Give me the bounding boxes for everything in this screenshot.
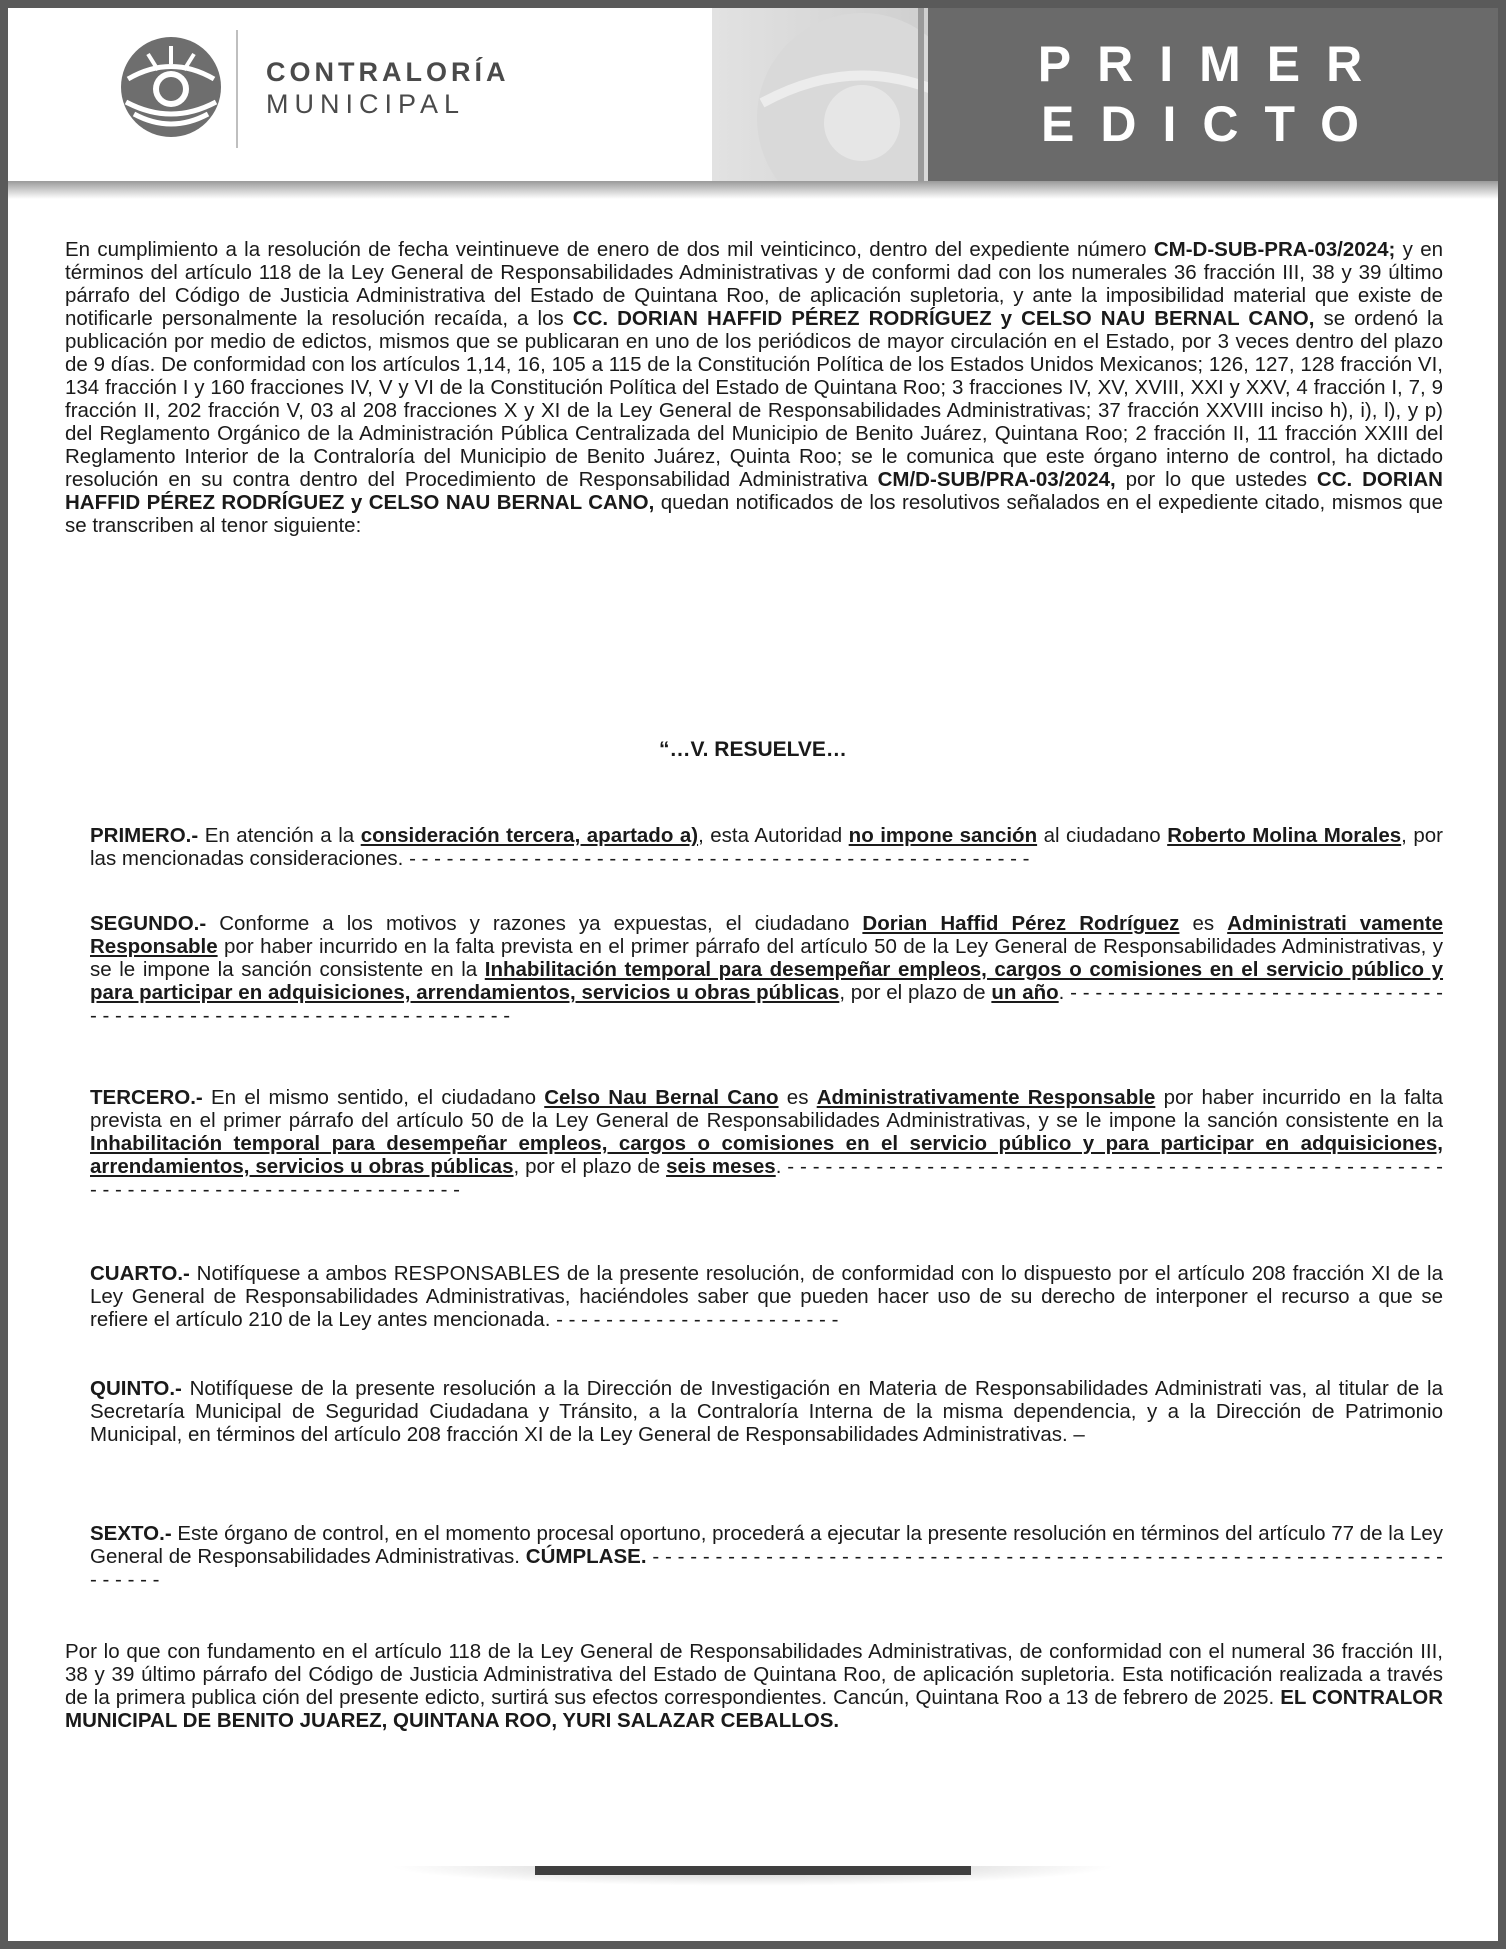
resolutivo-text: , esta Autoridad <box>698 824 849 847</box>
header-shadow <box>8 181 1498 199</box>
resolutivo-cuarto <box>90 1262 1443 1331</box>
resolutivo-emphasis: consideración tercera, apartado a) <box>360 824 699 847</box>
file-number: CM-D-SUB-PRA-03/2024; <box>1153 238 1396 261</box>
logo-divider <box>236 30 238 148</box>
org-name-line1: CONTRALORÍA <box>266 57 510 87</box>
resolutivo-emphasis: Inhabilitación temporal para desempeñar empleos, cargos o comisiones en el servicio público y para participar en adquisiciones, arrendamientos, servicios u obras públicas <box>90 1132 1443 1178</box>
resolutivo-text: . - - - - - - - - - - - - - - - - - - - - - - - - - - - - - - - - - - - - - - - - - - - - - - - - - - - - - - - - - - - - - - - - <box>90 981 1443 1027</box>
header-title-panel <box>928 8 1498 181</box>
signatory: EL CONTRALOR MUNICIPAL DE BENITO JUAREZ, QUINTANA ROO, YURI SALAZAR CEBALLOS. <box>65 1686 1444 1732</box>
resolutivo-label: SEXTO.- <box>90 1522 172 1545</box>
resolutivo-text: En atención a la <box>198 824 361 847</box>
resolutivo-text: por haber incurrido en la falta prevista en el primer párrafo del artículo 50 de la Ley General de Responsabilidades Administrativas, y se le impone la sanción consistente en la <box>90 935 1443 981</box>
resolutivo-label: PRIMERO.- <box>90 824 199 847</box>
resolutivo-emphasis: seis meses <box>666 1155 776 1178</box>
resolutivo-label: TERCERO.- <box>90 1086 203 1109</box>
resuelve-heading: “…V. RESUELVE… <box>659 738 847 761</box>
resolutivo-text: Notifíquese de la presente resolución a la Dirección de Investigación en Materia de Responsabilidades Administrati vas, al titular de la Secretaría Municipal de Seguridad Ciudadana y Tránsito, a la Contraloría Interna de la misma dependencia, y a la Dirección de Patrimonio Municipal, en términos del artículo 208 fracción XI de la Ley General de Responsabilidades Administrativas. – <box>90 1377 1443 1446</box>
resolutivo-text: - - - - - - - - - - - - - - - - - - - - - - - - - - - - - - - - - - - - - - - - - - - - - - - - - - - - - - - - - - - - - - - - - - - - - <box>90 1545 1443 1591</box>
resolutivo-text: . - - - - - - - - - - - - - - - - - - - - - - - - - - - - - - - - - - - - - - - - - - - - - - - - - - - - - - - - - - - - - - - - - - - - - - - - - - - - - - - - - - <box>90 1155 1444 1201</box>
org-name <box>266 56 509 120</box>
footer-bar <box>535 1866 971 1875</box>
resolutivo-text: es <box>778 1086 817 1109</box>
intro-text: quedan notificados de los resolutivos señalados en el expediente citado, mismos que se transcriben al tenor siguiente: <box>65 491 1443 537</box>
recipient-names: CC. DORIAN HAFFID PÉREZ RODRÍGUEZ y CELSO NAU BERNAL CANO, <box>65 468 1443 514</box>
resolutivo-emphasis: Inhabilitación temporal para desempeñar empleos, cargos o comisiones en el servicio público y para participar en adquisiciones, arrendamientos, servicios u obras públicas <box>90 958 1444 1004</box>
resolutivo-text: por haber incurrido en la falta prevista en el primer párrafo del artículo 50 de la Ley General de Responsabilidades Administrativas, y se le impone la sanción consistente en la <box>90 1086 1443 1132</box>
resolutivo-text: al ciudadano <box>1037 824 1168 847</box>
resolutivo-emphasis: no impone sanción <box>848 824 1038 847</box>
edict-title-line1: PRIMER <box>1037 36 1389 92</box>
resolutivo-emphasis: Administrati vamente Responsable <box>90 912 1443 958</box>
resolutivo-sexto <box>90 1522 1443 1591</box>
resolutivo-label: SEGUNDO.- <box>90 912 207 935</box>
closing-paragraph <box>65 1640 1443 1732</box>
header-separator <box>918 8 924 181</box>
resolutivo-text: , por las mencionadas consideraciones. - - - - - - - - - - - - - - - - - - - - - - - - - - - - - - - - - - - - - - - - - - - - - - - - - - <box>90 824 1444 870</box>
resolutivo-emphasis: un año <box>991 981 1059 1004</box>
resolutivo-label: CUARTO.- <box>90 1262 190 1285</box>
org-name-line2: MUNICIPAL <box>266 89 466 119</box>
resolutivo-segundo <box>90 912 1443 1027</box>
edict-title-line2: EDICTO <box>1041 96 1385 152</box>
resolutivo-emphasis: Celso Nau Bernal Cano <box>544 1086 779 1109</box>
intro-text: se ordenó la publicación por medio de edictos, mismos que se publicaran en uno de los periódicos de mayor circulación en el Estado, por 3 veces dentro del plazo de 9 días. De conformidad con los artículos 1,14, 16, 105 a 115 de la Constitución Política de los Estados Unidos Mexicanos; 126, 127, 128 fracción VI, 134 fracción I y 160 fracciones IV, V y VI de la Constitución Política del Estado de Quintana Roo; 3 fracciones IV, XV, XVIII, XXI y XXV, 4 fracción I, 7, 9 fracción II, 202 fracción V, 03 al 208 fracciones X y XI de la Ley General de Responsabilidades Administrativas; 37 fracción XXVIII inciso h), i), l), y p) del Reglamento Orgánico de la Administración Pública Centralizada del Municipio de Benito Juárez, Quintana Roo; 2 fracción II, 11 fracción XXIII del Reglamento Interior de la Contraloría del Municipio de Benito Juárez, Quinta Roo; se le comunica que este órgano interno de control, ha dictado resolución en su contra dentro del Procedimiento de Responsabilidad Administrativa <box>65 307 1443 491</box>
intro-text: En cumplimiento a la resolución de fecha veintinueve de enero de dos mil veinticinco, dentro del expediente número <box>65 238 1154 261</box>
header <box>8 8 1498 181</box>
resolutivo-text: es <box>1179 912 1228 935</box>
resolutivo-text: Notifíquese a ambos RESPONSABLES de la presente resolución, de conformidad con lo dispuesto por el artículo 208 fracción XI de la Ley General de Responsabilidades Administrativas, haciéndoles saber que pueden hacer uso de su derecho de interponer el recurso a que se refiere el artículo 210 de la Ley antes mencionada. - - - - - - - - - - - - - - - - - - - - - - - <box>90 1262 1443 1331</box>
resolutivo-emphasis: CÚMPLASE. <box>525 1545 647 1568</box>
resolutivo-tercero <box>90 1086 1443 1201</box>
contraloria-logo-icon <box>118 34 224 140</box>
resolutivo-emphasis: Administrativamente Responsable <box>816 1086 1156 1109</box>
resolutivo-text: , por el plazo de <box>513 1155 667 1178</box>
resolutivo-primero <box>90 824 1443 870</box>
resolutivo-emphasis: Roberto Molina Morales <box>1167 824 1402 847</box>
intro-paragraph <box>65 238 1443 537</box>
resolutivo-text: En el mismo sentido, el ciudadano <box>202 1086 545 1109</box>
resolutivo-text: Este órgano de control, en el momento procesal oportuno, procederá a ejecutar la presente resolución en términos del artículo 77 de la Ley General de Responsabilidades Administrativas. <box>90 1522 1443 1568</box>
resolutivo-quinto <box>90 1377 1443 1446</box>
file-number: CM/D-SUB/PRA-03/2024, <box>877 468 1116 491</box>
resolutivo-emphasis: Dorian Haffid Pérez Rodríguez <box>862 912 1180 935</box>
resolutivo-label: QUINTO.- <box>90 1377 182 1400</box>
intro-text: por lo que ustedes <box>1115 468 1317 491</box>
watermark-logo-icon <box>712 8 928 181</box>
header-watermark-panel <box>712 8 928 181</box>
edict-page <box>8 8 1498 1941</box>
intro-text: y en términos del artículo 118 de la Ley General de Responsabilidades Administrativas y de conformi dad con los numerales 36 fracción III, 38 y 39 último párrafo del Código de Justicia Administrativa del Estado de Quintana Roo, de aplicación supletoria, y ante la imposibilidad material que existe de notificarle personalmente la resolución recaída, a los <box>65 238 1443 330</box>
closing-text: Por lo que con fundamento en el artículo 118 de la Ley General de Responsabilidades Administrativas, de conformidad con el numeral 36 fracción III, 38 y 39 último párrafo del Código de Justicia Administrativa del Estado de Quintana Roo, de aplicación supletoria. Esta notificación realizada a través de la primera publica ción del presente edicto, surtirá sus efectos correspondientes. Cancún, Quintana Roo a 13 de febrero de 2025. <box>65 1640 1443 1709</box>
edict-title <box>928 34 1498 154</box>
resolutivo-text: , por el plazo de <box>839 981 992 1004</box>
resolutivo-text: Conforme a los motivos y razones ya expuestas, el ciudadano <box>206 912 863 935</box>
recipient-names: CC. DORIAN HAFFID PÉREZ RODRÍGUEZ y CELSO NAU BERNAL CANO, <box>572 307 1315 330</box>
